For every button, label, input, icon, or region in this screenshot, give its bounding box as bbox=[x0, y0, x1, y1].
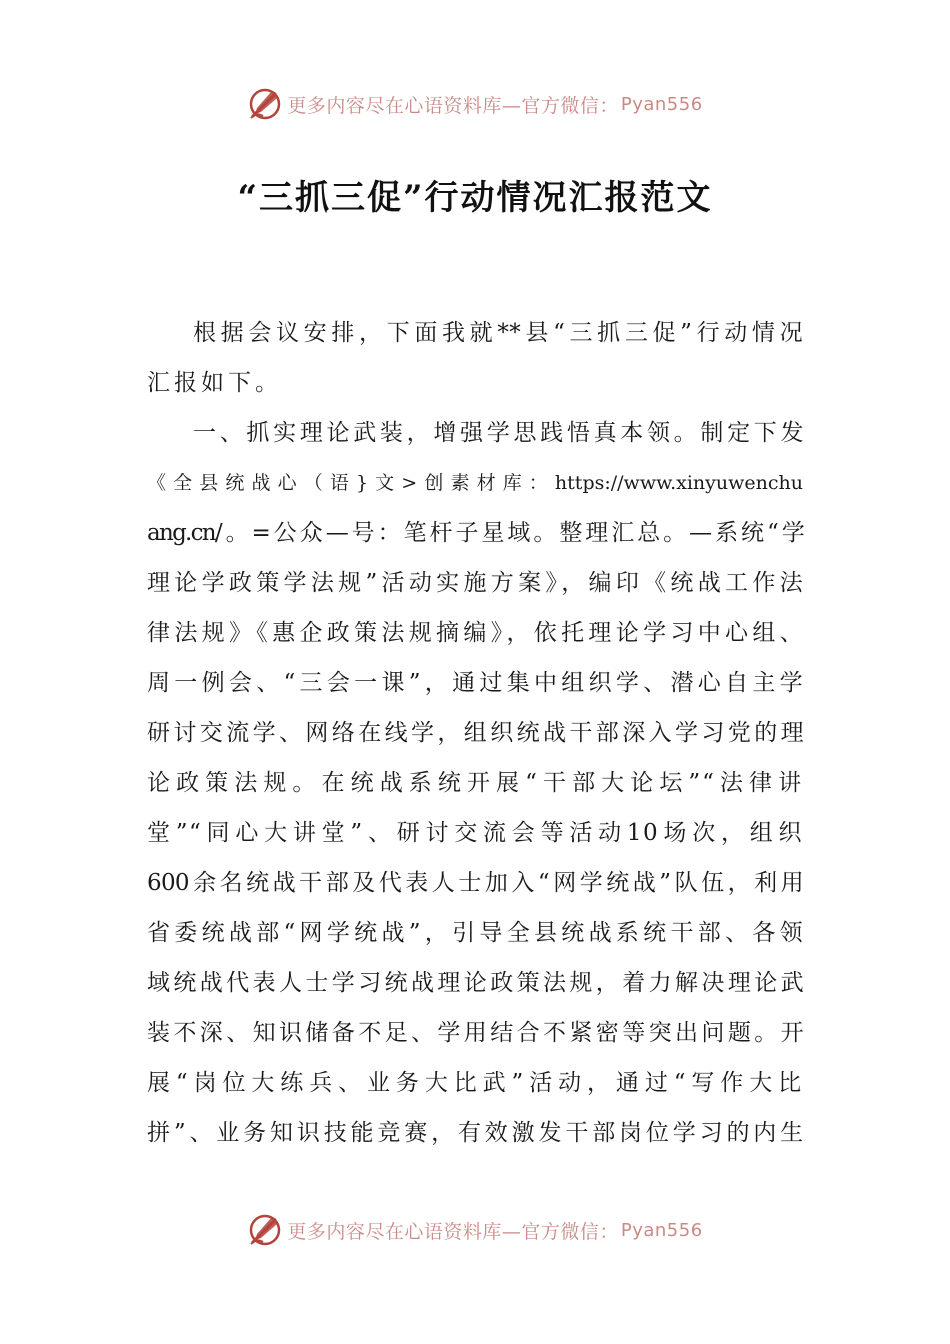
watermark-wechat-id: Pyan556 bbox=[620, 93, 703, 115]
paragraph-line: 论政策法规。在统战系统开展“干部大论坛”“法律讲 bbox=[147, 770, 803, 796]
paragraph-line: 堂”“同心大讲堂”、研讨交流会等活动10场次，组织 bbox=[147, 820, 803, 846]
footer-watermark bbox=[0, 1210, 950, 1250]
paragraph-line: 理论学政策学法规”活动实施方案》，编印《统战工作法 bbox=[147, 570, 803, 596]
paragraph-line: 根据会议安排，下面我就**县“三抓三促”行动情况 bbox=[193, 320, 803, 346]
paragraph-line: 域统战代表人士学习统战理论政策法规，着力解决理论武 bbox=[147, 970, 803, 996]
pen-logo-icon bbox=[247, 86, 283, 122]
paragraph-line: 研讨交流学、网络在线学，组织统战干部深入学习党的理 bbox=[147, 720, 803, 746]
paragraph-1 bbox=[147, 308, 803, 408]
paragraph-line: 汇报如下。 bbox=[147, 370, 282, 396]
paragraph-line: 拼”、业务知识技能竞赛，有效激发干部岗位学习的内生 bbox=[147, 1120, 803, 1146]
paragraph-line: 周一例会、“三会一课”，通过集中组织学、潜心自主学 bbox=[147, 670, 803, 696]
paragraph-line: 律法规》《惠企政策法规摘编》，依托理论学习中心组、 bbox=[147, 620, 803, 646]
watermark-text: 更多内容尽在心语资料库—官方微信： bbox=[287, 94, 619, 117]
document-title: “三抓三促”行动情况汇报范文 bbox=[237, 178, 713, 218]
paragraph-line: 《全县统战心（语}文>创素材库：https://www.xinyuwenchu bbox=[147, 472, 803, 494]
header-watermark bbox=[0, 84, 950, 124]
watermark-text: 更多内容尽在心语资料库—官方微信： bbox=[287, 1220, 619, 1243]
paragraph-line: 省委统战部“网学统战”，引导全县统战系统干部、各领 bbox=[147, 920, 803, 946]
paragraph-line: 600余名统战干部及代表人士加入“网学统战”队伍，利用 bbox=[147, 870, 803, 896]
paragraph-line: ang.cn/。=公众—号：笔杆子星域。整理汇总。—系统“学 bbox=[147, 520, 803, 546]
watermark-wechat-id: Pyan556 bbox=[620, 1219, 703, 1241]
paragraph-2 bbox=[147, 408, 803, 1158]
paragraph-line: 一、抓实理论武装，增强学思践悟真本领。制定下发 bbox=[193, 420, 803, 446]
document-body bbox=[147, 308, 803, 1158]
paragraph-line: 装不深、知识储备不足、学用结合不紧密等突出问题。开 bbox=[147, 1020, 803, 1046]
pen-logo-icon bbox=[247, 1212, 283, 1248]
paragraph-line: 展“岗位大练兵、业务大比武”活动，通过“写作大比 bbox=[147, 1070, 803, 1096]
